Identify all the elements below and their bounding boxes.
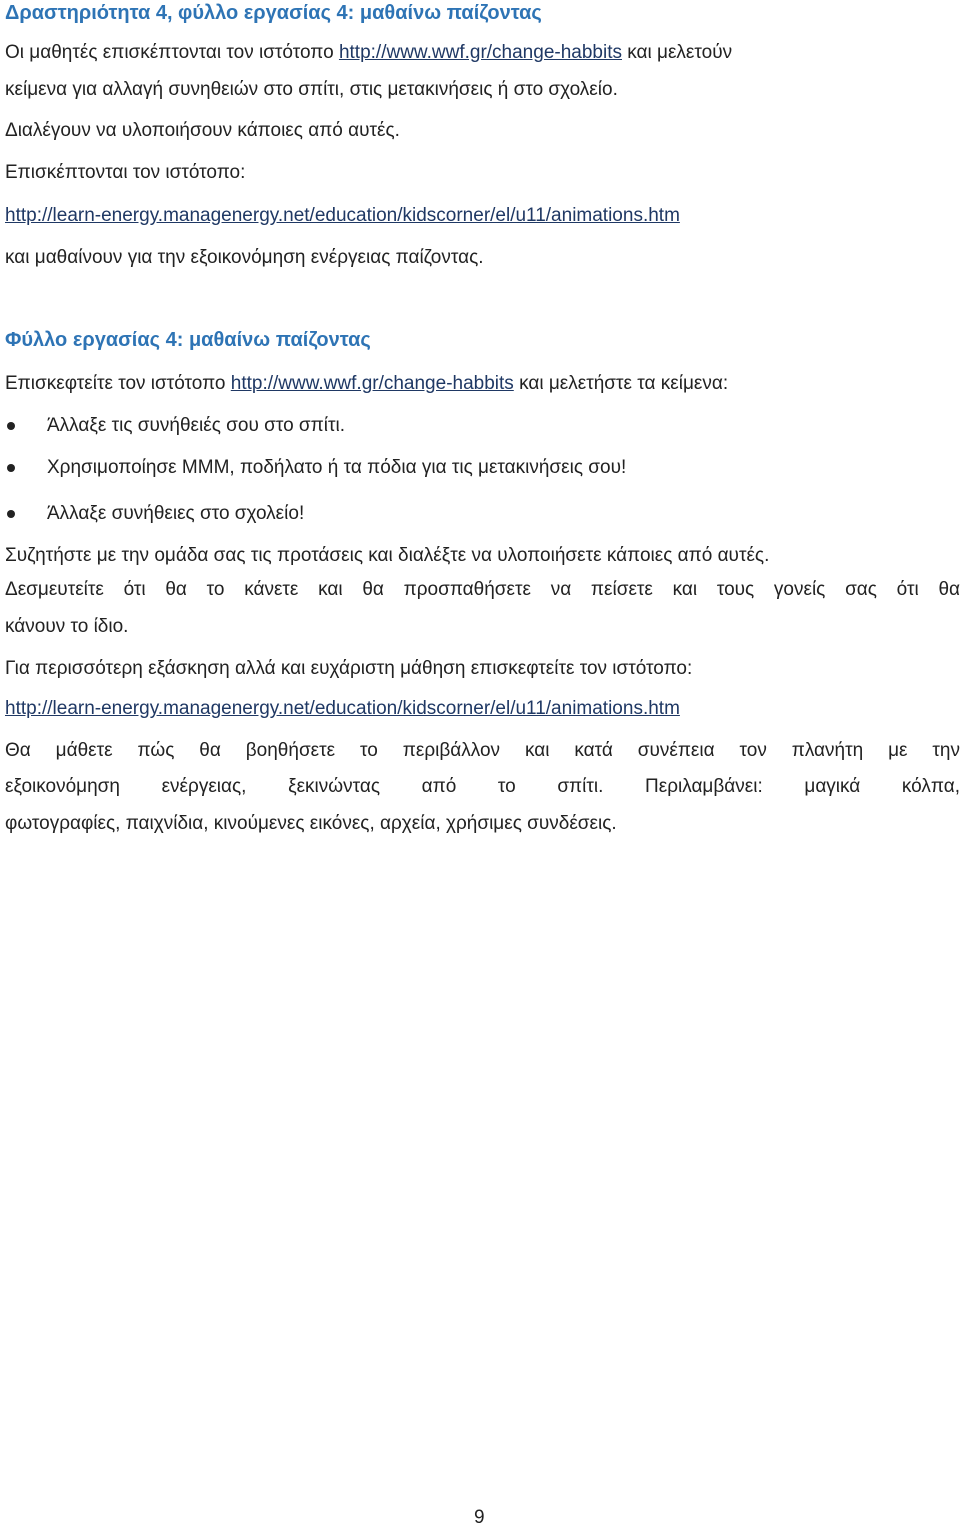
paragraph-line: Για περισσότερη εξάσκηση αλλά και ευχάριστη μάθηση επισκεφτείτε τον ιστότοπο: bbox=[5, 658, 693, 679]
list-item-text: Άλλαξε συνήθειες στο σχολείο! bbox=[47, 503, 305, 524]
text: Οι μαθητές επισκέπτονται τον ιστότοπο bbox=[5, 42, 339, 63]
paragraph-line bbox=[5, 34, 732, 71]
list-item-text: Άλλαξε τις συνήθειές σου στο σπίτι. bbox=[47, 415, 345, 436]
wwf-link[interactable]: http://www.wwf.gr/change-habbits bbox=[338, 42, 622, 63]
text: και μελετήστε τα κείμενα: bbox=[513, 373, 729, 394]
paragraph-line: κείμενα για αλλαγή συνηθειών στο σπίτι, στις μετακινήσεις ή στο σχολείο. bbox=[5, 79, 618, 100]
list-item bbox=[5, 407, 345, 444]
worksheet-title: Φύλλο εργασίας 4: μαθαίνω παίζοντας bbox=[5, 329, 371, 351]
learn-energy-link[interactable]: http://learn-energy.managenergy.net/education/kidscorner/el/u11/animations.htm bbox=[5, 698, 680, 719]
text: Επισκεφτείτε τον ιστότοπο bbox=[5, 373, 231, 394]
list-item bbox=[5, 449, 626, 486]
text: και μελετούν bbox=[621, 42, 733, 63]
wwf-link[interactable]: http://www.wwf.gr/change-habbits bbox=[230, 373, 514, 394]
paragraph-line bbox=[5, 690, 680, 727]
activity-title: Δραστηριότητα 4, φύλλο εργασίας 4: μαθαίνω παίζοντας bbox=[5, 2, 542, 24]
paragraph-line bbox=[5, 197, 680, 234]
paragraph-line: Δεσμευτείτε ότι θα το κάνετε και θα προσπαθήσετε να πείσετε και τους γονείς σας ότι θα bbox=[5, 579, 960, 600]
bullet-icon bbox=[7, 422, 15, 430]
paragraph-line: κάνουν το ίδιο. bbox=[5, 616, 129, 637]
list-item bbox=[5, 495, 304, 532]
learn-energy-link[interactable]: http://learn-energy.managenergy.net/education/kidscorner/el/u11/animations.htm bbox=[5, 205, 680, 226]
paragraph-line: Διαλέγουν να υλοποιήσουν κάποιες από αυτές. bbox=[5, 120, 400, 141]
paragraph-line bbox=[5, 365, 728, 402]
paragraph-line: Συζητήστε με την ομάδα σας τις προτάσεις και διαλέξτε να υλοποιήσετε κάποιες από αυτές. bbox=[5, 545, 770, 566]
page-number: 9 bbox=[474, 1507, 485, 1528]
paragraph-line: και μαθαίνουν για την εξοικονόμηση ενέργειας παίζοντας. bbox=[5, 247, 484, 268]
list-item-text: Χρησιμοποίησε ΜΜΜ, ποδήλατο ή τα πόδια για τις μετακινήσεις σου! bbox=[47, 457, 627, 478]
bullet-icon bbox=[7, 510, 15, 518]
bullet-icon bbox=[7, 464, 15, 472]
paragraph-line: Θα μάθετε πώς θα βοηθήσετε το περιβάλλον και κατά συνέπεια τον πλανήτη με την bbox=[5, 740, 960, 761]
paragraph-line: Επισκέπτονται τον ιστότοπο: bbox=[5, 162, 246, 183]
paragraph-line: εξοικονόμηση ενέργειας, ξεκινώντας από το σπίτι. Περιλαμβάνει: μαγικά κόλπα, bbox=[5, 776, 960, 797]
paragraph-line: φωτογραφίες, παιχνίδια, κινούμενες εικόνες, αρχεία, χρήσιμες συνδέσεις. bbox=[5, 813, 617, 834]
